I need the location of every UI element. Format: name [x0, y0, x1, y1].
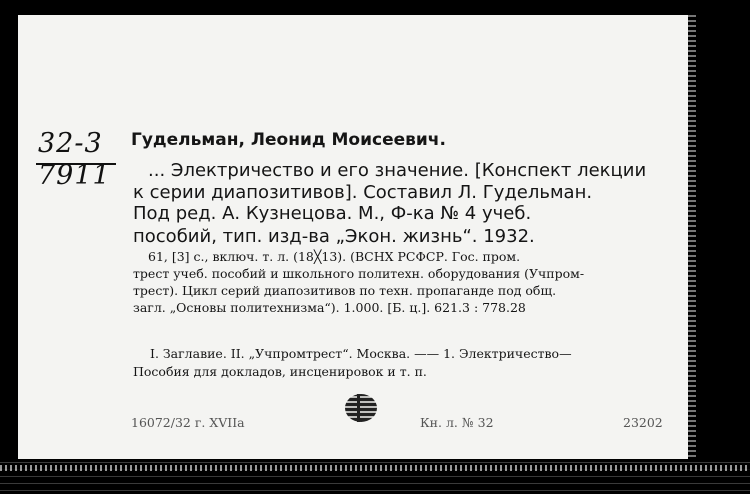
tracing-line-1: I. Заглавие. II. „Учпромтрест“. Москва. —— 1. Электричество—	[150, 346, 572, 361]
scan-edge-bottom	[0, 459, 750, 494]
footer-order-number: 23202	[623, 415, 663, 430]
footer-card-number: 16072/32 г. XVIIa	[131, 415, 245, 430]
collation-line-1: 61, [3] с., включ. т. л. (18╳13). (ВСНХ РСФСР. Гос. пром.	[148, 249, 521, 264]
collation-line-4: загл. „Основы политехнизма“). 1.000. [Б. ц.]. 621.3 : 778.28	[133, 300, 526, 315]
title-line-4: пособий, тип. изд-ва „Экон. жизнь“. 1932.	[133, 226, 535, 247]
library-stamp-icon	[337, 390, 387, 426]
footer-book-chamber: Кн. л. № 32	[420, 415, 494, 430]
collation-line-2: трест учеб. пособий и школьного политехн. оборудования (Учпром-	[133, 266, 585, 281]
author-heading: Гудельман, Леонид Моисеевич.	[131, 130, 446, 150]
tracing-line-2: Пособия для докладов, инсценировок и т. п.	[133, 364, 427, 379]
collation-line-3: трест). Цикл серий диапозитивов по техн. пропаганде под общ.	[133, 283, 557, 298]
scan-edge-right	[688, 15, 696, 459]
call-number-line2: 7911	[38, 160, 111, 191]
title-line-1: ... Электричество и его значение. [Конспект лекции	[148, 160, 647, 181]
title-line-3: Под ред. А. Кузнецова. М., Ф-ка № 4 учеб.	[133, 203, 532, 224]
call-number-line1: 32-3	[38, 128, 103, 159]
title-line-2: к серии диапозитивов]. Составил Л. Гудельман.	[133, 182, 593, 203]
